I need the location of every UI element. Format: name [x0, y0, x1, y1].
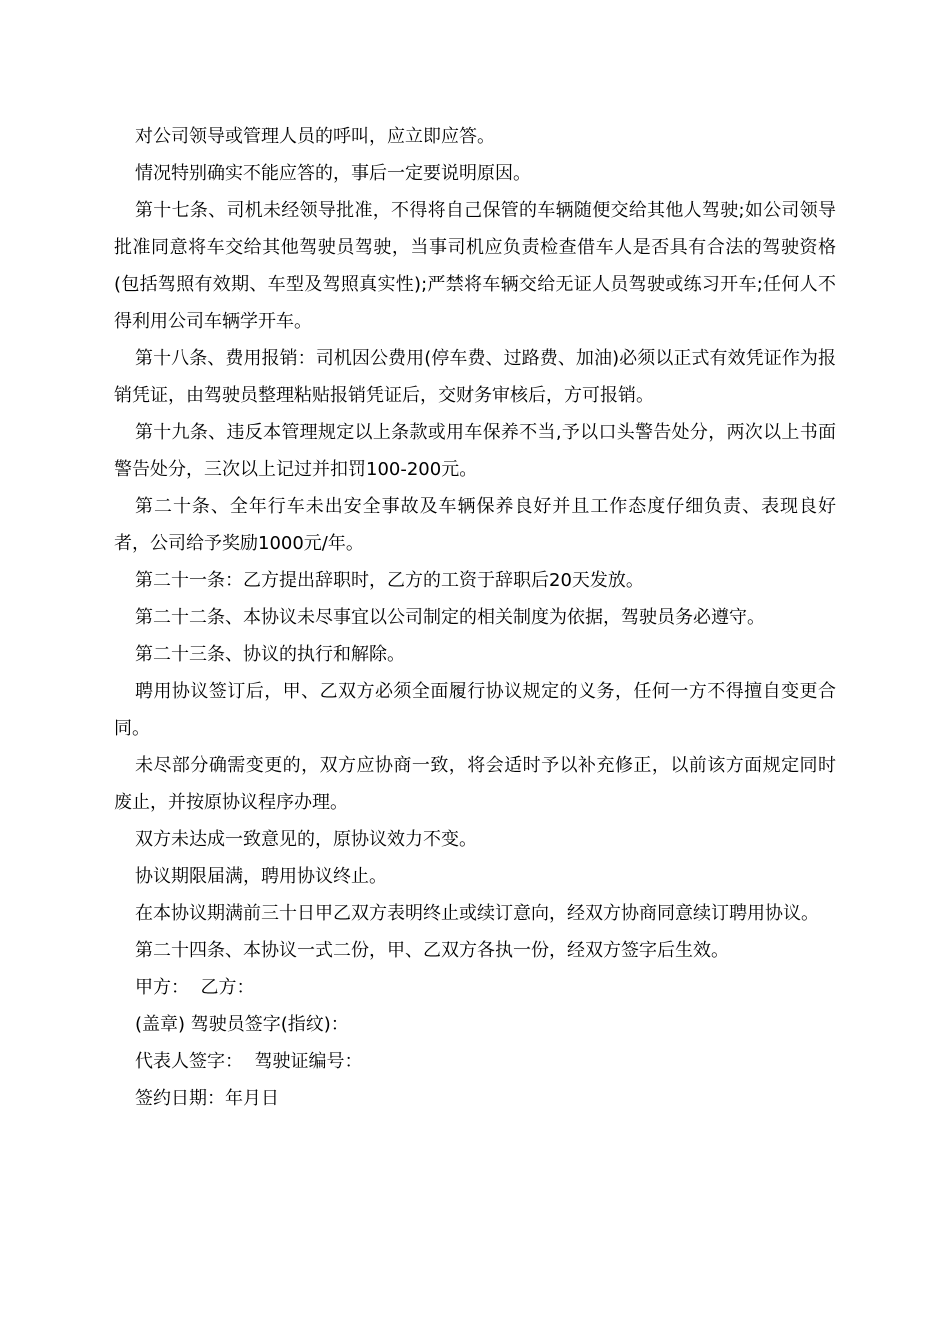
- paragraph-renewal: 在本协议期满前三十日甲乙双方表明终止或续订意向，经双方协商同意续订聘用协议。: [135, 903, 819, 924]
- paragraph-article-19: 第十九条、违反本管理规定以上条款或用车保养不当,予以口头警告处分，两次以上书面警告处分，三次以上记过并扣罚100-200元。: [114, 422, 836, 480]
- document-body: [114, 118, 836, 1117]
- paragraph-article-18: 第十八条、费用报销：司机因公费用(停车费、过路费、加油)必须以正式有效凭证作为报销凭证，由驾驶员整理粘贴报销凭证后，交财务审核后，方可报销。: [114, 348, 836, 406]
- signature-date: 签约日期：年月日: [135, 1088, 279, 1109]
- paragraph-obligations: 聘用协议签订后，甲、乙双方必须全面履行协议规定的义务，任何一方不得擅自变更合同。: [114, 681, 836, 739]
- signature-representative-license: 代表人签字： 驾驶证编号：: [135, 1051, 363, 1072]
- paragraph-amendments: 未尽部分确需变更的，双方应协商一致，将会适时予以补充修正，以前该方面规定同时废止，并按原协议程序办理。: [114, 755, 836, 813]
- paragraph-article-20: 第二十条、全年行车未出安全事故及车辆保养良好并且工作态度仔细负责、表现良好者，公司给予奖励1000元/年。: [114, 496, 836, 554]
- signature-parties: 甲方： 乙方：: [135, 977, 255, 998]
- paragraph-expiry: 协议期限届满，聘用协议终止。: [135, 866, 387, 887]
- paragraph-response-to-calls: 对公司领导或管理人员的呼叫，应立即应答。: [135, 126, 495, 147]
- paragraph-no-agreement: 双方未达成一致意见的，原协议效力不变。: [135, 829, 477, 850]
- paragraph-article-17: 第十七条、司机未经领导批准，不得将自己保管的车辆随便交给其他人驾驶;如公司领导批准同意将车交给其他驾驶员驾驶，当事司机应负责检查借车人是否具有合法的驾驶资格(包括驾照有效期、车型及驾照真实性);严禁将车辆交给无证人员驾驶或练习开车;任何人不得利用公司车辆学开车。: [114, 200, 836, 332]
- paragraph-article-23: 第二十三条、协议的执行和解除。: [135, 644, 405, 665]
- paragraph-explain-reason: 情况特别确实不能应答的，事后一定要说明原因。: [135, 163, 531, 184]
- paragraph-article-22: 第二十二条、本协议未尽事宜以公司制定的相关制度为依据，驾驶员务必遵守。: [135, 607, 765, 628]
- signature-seal-driver: (盖章) 驾驶员签字(指纹)：: [135, 1014, 349, 1035]
- paragraph-article-24: 第二十四条、本协议一式二份，甲、乙双方各执一份，经双方签字后生效。: [135, 940, 729, 961]
- paragraph-article-21: 第二十一条：乙方提出辞职时，乙方的工资于辞职后20天发放。: [135, 570, 644, 591]
